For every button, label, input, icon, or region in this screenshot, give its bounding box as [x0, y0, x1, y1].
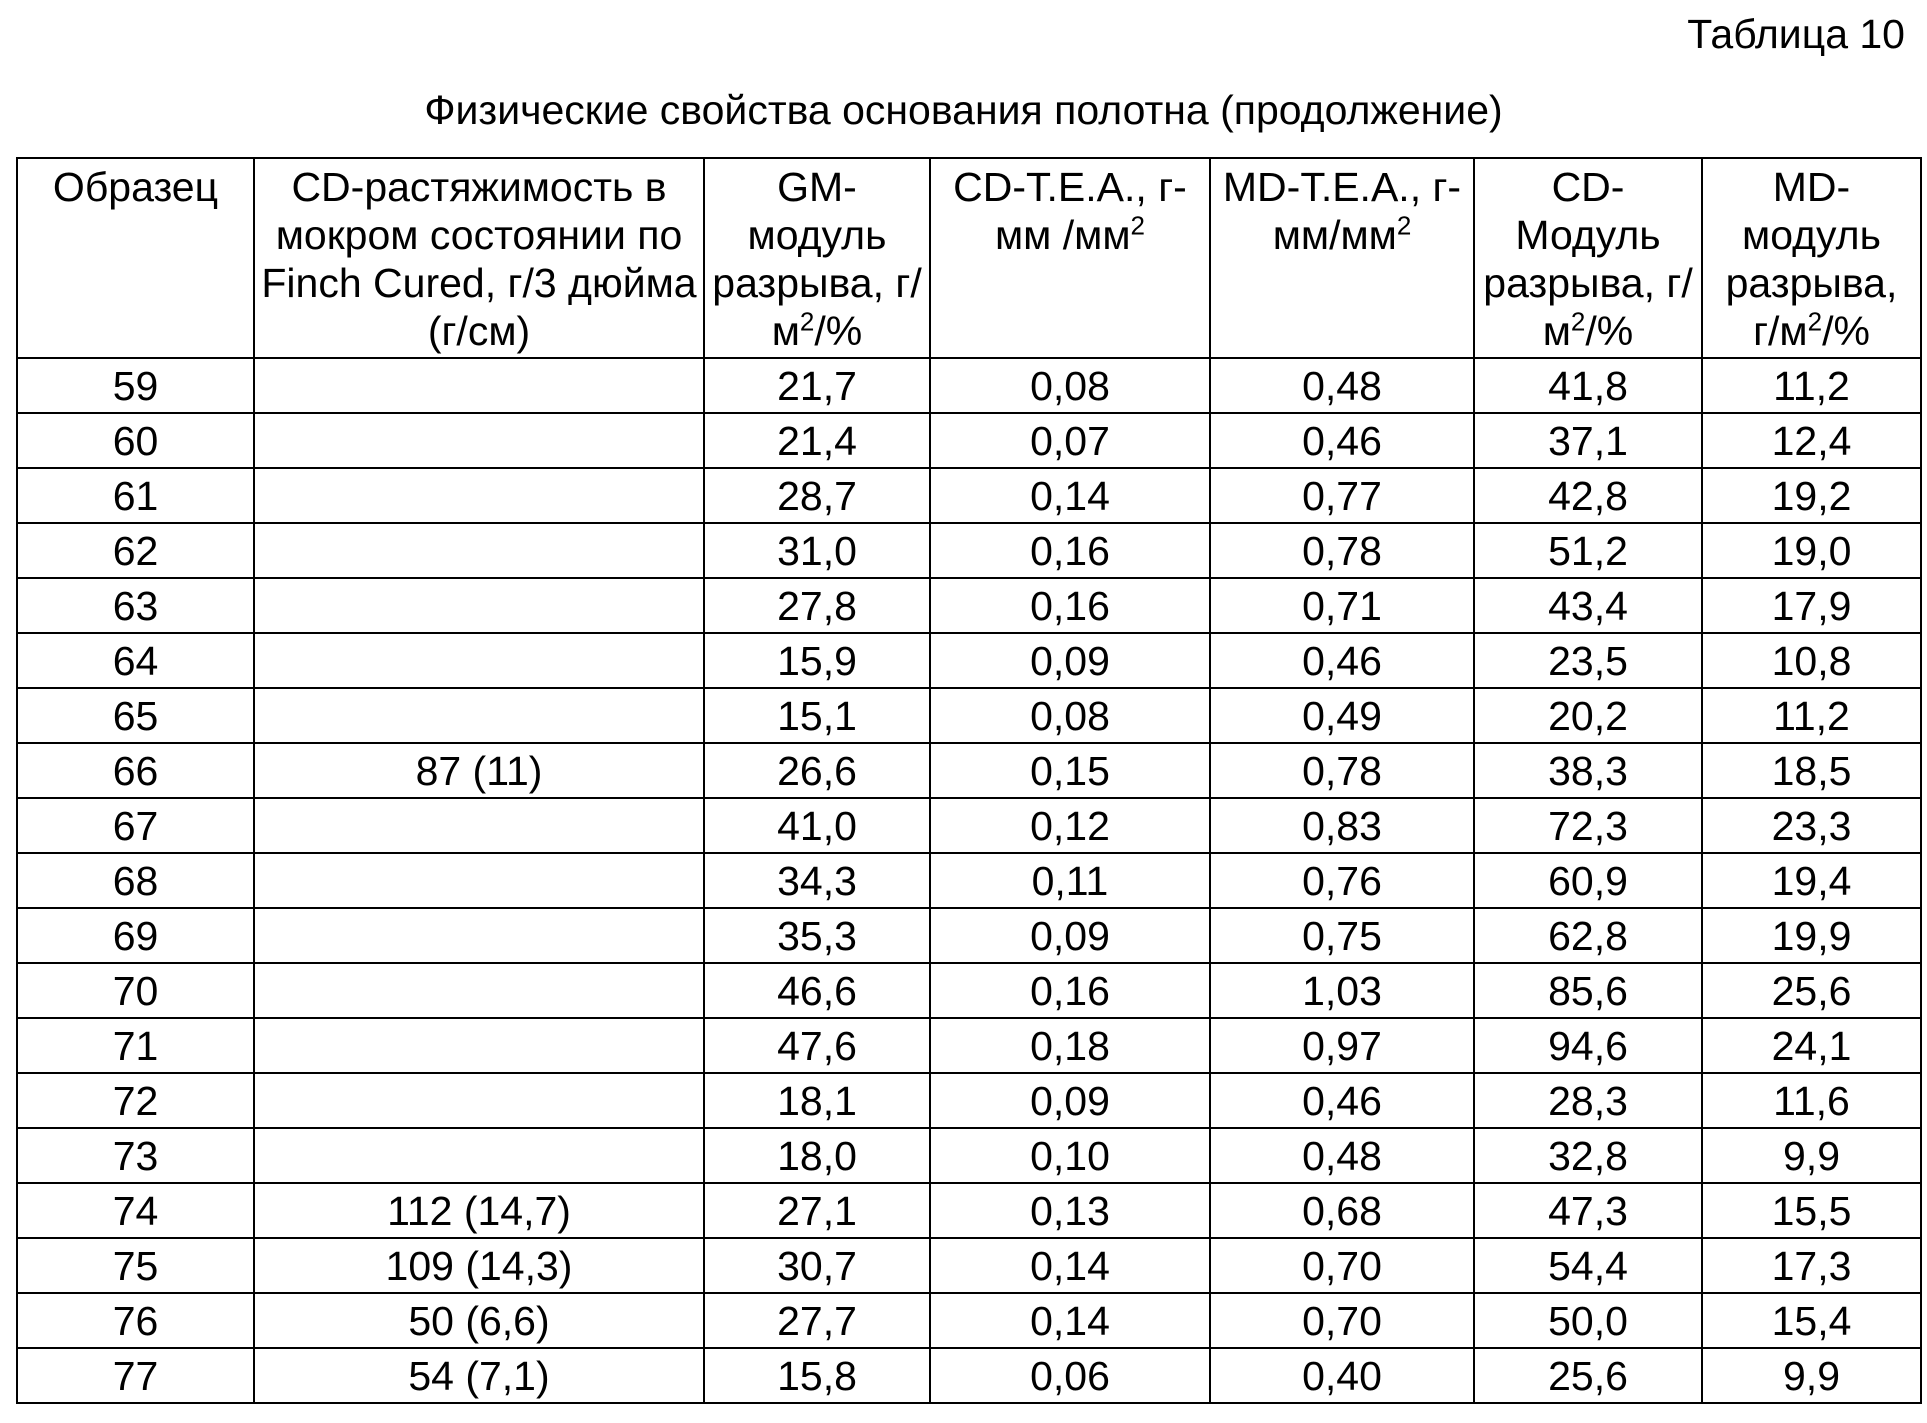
table-row: [17, 578, 1921, 633]
cell-sample: 69: [17, 908, 254, 963]
table-row: [17, 1073, 1921, 1128]
cell-cd-tea: 0,08: [930, 688, 1210, 743]
cell-md-modulus: 15,5: [1702, 1183, 1921, 1238]
cell-gm-modulus: 35,3: [704, 908, 930, 963]
cell-cd-wet-tensile: [254, 1073, 704, 1128]
cell-gm-modulus: 31,0: [704, 523, 930, 578]
cell-cd-wet-tensile: [254, 798, 704, 853]
cell-gm-modulus: 18,1: [704, 1073, 930, 1128]
cell-cd-modulus: 20,2: [1474, 688, 1702, 743]
cell-sample: 62: [17, 523, 254, 578]
cell-md-modulus: 12,4: [1702, 413, 1921, 468]
cell-sample: 72: [17, 1073, 254, 1128]
cell-md-tea: 0,83: [1210, 798, 1474, 853]
table-row: [17, 468, 1921, 523]
cell-md-tea: 0,78: [1210, 523, 1474, 578]
cell-cd-wet-tensile: [254, 1128, 704, 1183]
cell-md-tea: 0,46: [1210, 633, 1474, 688]
cell-cd-tea: 0,06: [930, 1348, 1210, 1403]
table-row: [17, 908, 1921, 963]
cell-cd-modulus: 94,6: [1474, 1018, 1702, 1073]
cell-cd-modulus: 85,6: [1474, 963, 1702, 1018]
cell-md-modulus: 19,0: [1702, 523, 1921, 578]
table-row: [17, 963, 1921, 1018]
table-row: [17, 523, 1921, 578]
cell-gm-modulus: 41,0: [704, 798, 930, 853]
cell-cd-modulus: 72,3: [1474, 798, 1702, 853]
cell-cd-tea: 0,11: [930, 853, 1210, 908]
cell-md-modulus: 23,3: [1702, 798, 1921, 853]
cell-md-tea: 1,03: [1210, 963, 1474, 1018]
cell-sample: 68: [17, 853, 254, 908]
cell-cd-modulus: 62,8: [1474, 908, 1702, 963]
cell-md-modulus: 11,6: [1702, 1073, 1921, 1128]
column-header-cd-wet-tensile: CD-растяжимость в мокром состоянии по Finch Cured, г/3 дюйма (г/см): [254, 158, 704, 358]
table-body: [17, 358, 1921, 1403]
cell-cd-tea: 0,16: [930, 578, 1210, 633]
cell-cd-tea: 0,14: [930, 468, 1210, 523]
cell-cd-tea: 0,09: [930, 908, 1210, 963]
cell-cd-tea: 0,13: [930, 1183, 1210, 1238]
cell-cd-modulus: 28,3: [1474, 1073, 1702, 1128]
cell-cd-tea: 0,07: [930, 413, 1210, 468]
cell-md-modulus: 18,5: [1702, 743, 1921, 798]
cell-md-tea: 0,78: [1210, 743, 1474, 798]
cell-md-tea: 0,97: [1210, 1018, 1474, 1073]
cell-cd-modulus: 54,4: [1474, 1238, 1702, 1293]
cell-md-tea: 0,40: [1210, 1348, 1474, 1403]
column-header-cd-tea: CD-T.E.A., г-мм $/мм^2$: [930, 158, 1210, 358]
table-number: Таблица 10: [1687, 11, 1905, 57]
cell-cd-modulus: 43,4: [1474, 578, 1702, 633]
table-row: [17, 1293, 1921, 1348]
table-row: [17, 743, 1921, 798]
cell-cd-wet-tensile: [254, 908, 704, 963]
cell-cd-tea: 0,18: [930, 1018, 1210, 1073]
cell-md-tea: 0,48: [1210, 358, 1474, 413]
cell-md-tea: 0,71: [1210, 578, 1474, 633]
cell-cd-modulus: 38,3: [1474, 743, 1702, 798]
cell-gm-modulus: 26,6: [704, 743, 930, 798]
cell-cd-wet-tensile: [254, 413, 704, 468]
cell-cd-wet-tensile: [254, 523, 704, 578]
cell-md-tea: 0,70: [1210, 1238, 1474, 1293]
cell-gm-modulus: 15,1: [704, 688, 930, 743]
cell-md-tea: 0,76: [1210, 853, 1474, 908]
cell-cd-tea: 0,16: [930, 963, 1210, 1018]
cell-gm-modulus: 18,0: [704, 1128, 930, 1183]
cell-cd-wet-tensile: [254, 578, 704, 633]
cell-cd-tea: 0,09: [930, 1073, 1210, 1128]
column-header-sample: Образец: [17, 158, 254, 358]
cell-gm-modulus: 21,7: [704, 358, 930, 413]
cell-cd-wet-tensile: [254, 853, 704, 908]
cell-sample: 71: [17, 1018, 254, 1073]
cell-cd-wet-tensile: 109 (14,3): [254, 1238, 704, 1293]
cell-gm-modulus: 15,8: [704, 1348, 930, 1403]
cell-md-tea: 0,48: [1210, 1128, 1474, 1183]
cell-md-modulus: 19,2: [1702, 468, 1921, 523]
cell-md-modulus: 10,8: [1702, 633, 1921, 688]
cell-sample: 61: [17, 468, 254, 523]
table-row: [17, 633, 1921, 688]
cell-cd-modulus: 42,8: [1474, 468, 1702, 523]
cell-md-modulus: 17,3: [1702, 1238, 1921, 1293]
cell-cd-modulus: 41,8: [1474, 358, 1702, 413]
table-row: [17, 853, 1921, 908]
cell-cd-wet-tensile: 112 (14,7): [254, 1183, 704, 1238]
table-row: [17, 1128, 1921, 1183]
cell-md-tea: 0,75: [1210, 908, 1474, 963]
cell-cd-wet-tensile: [254, 1018, 704, 1073]
cell-sample: 67: [17, 798, 254, 853]
column-header-md-tea: MD-T.E.A., $г-мм/мм^2$: [1210, 158, 1474, 358]
cell-cd-wet-tensile: 87 (11): [254, 743, 704, 798]
column-header-gm-modulus: GM-модуль разрыва, $г/м^2/\%$: [704, 158, 930, 358]
cell-cd-tea: 0,14: [930, 1293, 1210, 1348]
cell-cd-tea: 0,16: [930, 523, 1210, 578]
cell-sample: 64: [17, 633, 254, 688]
column-header-md-modulus: MD-модуль разрыва, $г/м^2/\%$: [1702, 158, 1921, 358]
cell-md-modulus: 17,9: [1702, 578, 1921, 633]
cell-md-modulus: 11,2: [1702, 688, 1921, 743]
cell-cd-wet-tensile: [254, 633, 704, 688]
cell-sample: 65: [17, 688, 254, 743]
cell-sample: 73: [17, 1128, 254, 1183]
cell-gm-modulus: 30,7: [704, 1238, 930, 1293]
cell-cd-wet-tensile: [254, 468, 704, 523]
table-title: Физические свойства основания полотна (продолжение): [424, 87, 1503, 133]
cell-cd-tea: 0,10: [930, 1128, 1210, 1183]
cell-cd-tea: 0,08: [930, 358, 1210, 413]
cell-cd-modulus: 25,6: [1474, 1348, 1702, 1403]
cell-gm-modulus: 21,4: [704, 413, 930, 468]
table-row: [17, 413, 1921, 468]
cell-md-modulus: 24,1: [1702, 1018, 1921, 1073]
cell-cd-wet-tensile: [254, 358, 704, 413]
cell-gm-modulus: 15,9: [704, 633, 930, 688]
cell-cd-modulus: 32,8: [1474, 1128, 1702, 1183]
cell-cd-tea: 0,09: [930, 633, 1210, 688]
cell-sample: 60: [17, 413, 254, 468]
table-row: [17, 1018, 1921, 1073]
cell-gm-modulus: 27,8: [704, 578, 930, 633]
cell-cd-modulus: 51,2: [1474, 523, 1702, 578]
cell-cd-modulus: 50,0: [1474, 1293, 1702, 1348]
cell-gm-modulus: 46,6: [704, 963, 930, 1018]
cell-cd-wet-tensile: [254, 963, 704, 1018]
cell-md-modulus: 9,9: [1702, 1348, 1921, 1403]
cell-cd-tea: 0,15: [930, 743, 1210, 798]
table-row: [17, 1348, 1921, 1403]
cell-cd-modulus: 47,3: [1474, 1183, 1702, 1238]
cell-sample: 70: [17, 963, 254, 1018]
cell-sample: 74: [17, 1183, 254, 1238]
cell-cd-modulus: 37,1: [1474, 413, 1702, 468]
cell-gm-modulus: 27,7: [704, 1293, 930, 1348]
cell-md-tea: 0,77: [1210, 468, 1474, 523]
cell-sample: 76: [17, 1293, 254, 1348]
cell-sample: 59: [17, 358, 254, 413]
cell-cd-tea: 0,14: [930, 1238, 1210, 1293]
cell-sample: 77: [17, 1348, 254, 1403]
cell-cd-wet-tensile: [254, 688, 704, 743]
cell-cd-modulus: 60,9: [1474, 853, 1702, 908]
cell-cd-tea: 0,12: [930, 798, 1210, 853]
cell-md-tea: 0,46: [1210, 1073, 1474, 1128]
cell-md-modulus: 19,9: [1702, 908, 1921, 963]
cell-gm-modulus: 47,6: [704, 1018, 930, 1073]
header-row: [17, 158, 1921, 358]
cell-md-modulus: 25,6: [1702, 963, 1921, 1018]
cell-md-tea: 0,46: [1210, 413, 1474, 468]
cell-md-tea: 0,70: [1210, 1293, 1474, 1348]
data-table: [16, 157, 1922, 1404]
table-row: [17, 798, 1921, 853]
cell-md-modulus: 19,4: [1702, 853, 1921, 908]
cell-md-modulus: 9,9: [1702, 1128, 1921, 1183]
column-header-cd-modulus: CD-Модуль разрыва, $г/м^2/\%$: [1474, 158, 1702, 358]
cell-md-modulus: 11,2: [1702, 358, 1921, 413]
table-row: [17, 1183, 1921, 1238]
cell-md-tea: 0,49: [1210, 688, 1474, 743]
cell-sample: 75: [17, 1238, 254, 1293]
cell-cd-wet-tensile: 54 (7,1): [254, 1348, 704, 1403]
table-row: [17, 358, 1921, 413]
table-row: [17, 688, 1921, 743]
cell-gm-modulus: 34,3: [704, 853, 930, 908]
cell-sample: 63: [17, 578, 254, 633]
cell-sample: 66: [17, 743, 254, 798]
cell-cd-wet-tensile: 50 (6,6): [254, 1293, 704, 1348]
cell-cd-modulus: 23,5: [1474, 633, 1702, 688]
cell-gm-modulus: 27,1: [704, 1183, 930, 1238]
cell-md-modulus: 15,4: [1702, 1293, 1921, 1348]
cell-gm-modulus: 28,7: [704, 468, 930, 523]
cell-md-tea: 0,68: [1210, 1183, 1474, 1238]
table-row: [17, 1238, 1921, 1293]
